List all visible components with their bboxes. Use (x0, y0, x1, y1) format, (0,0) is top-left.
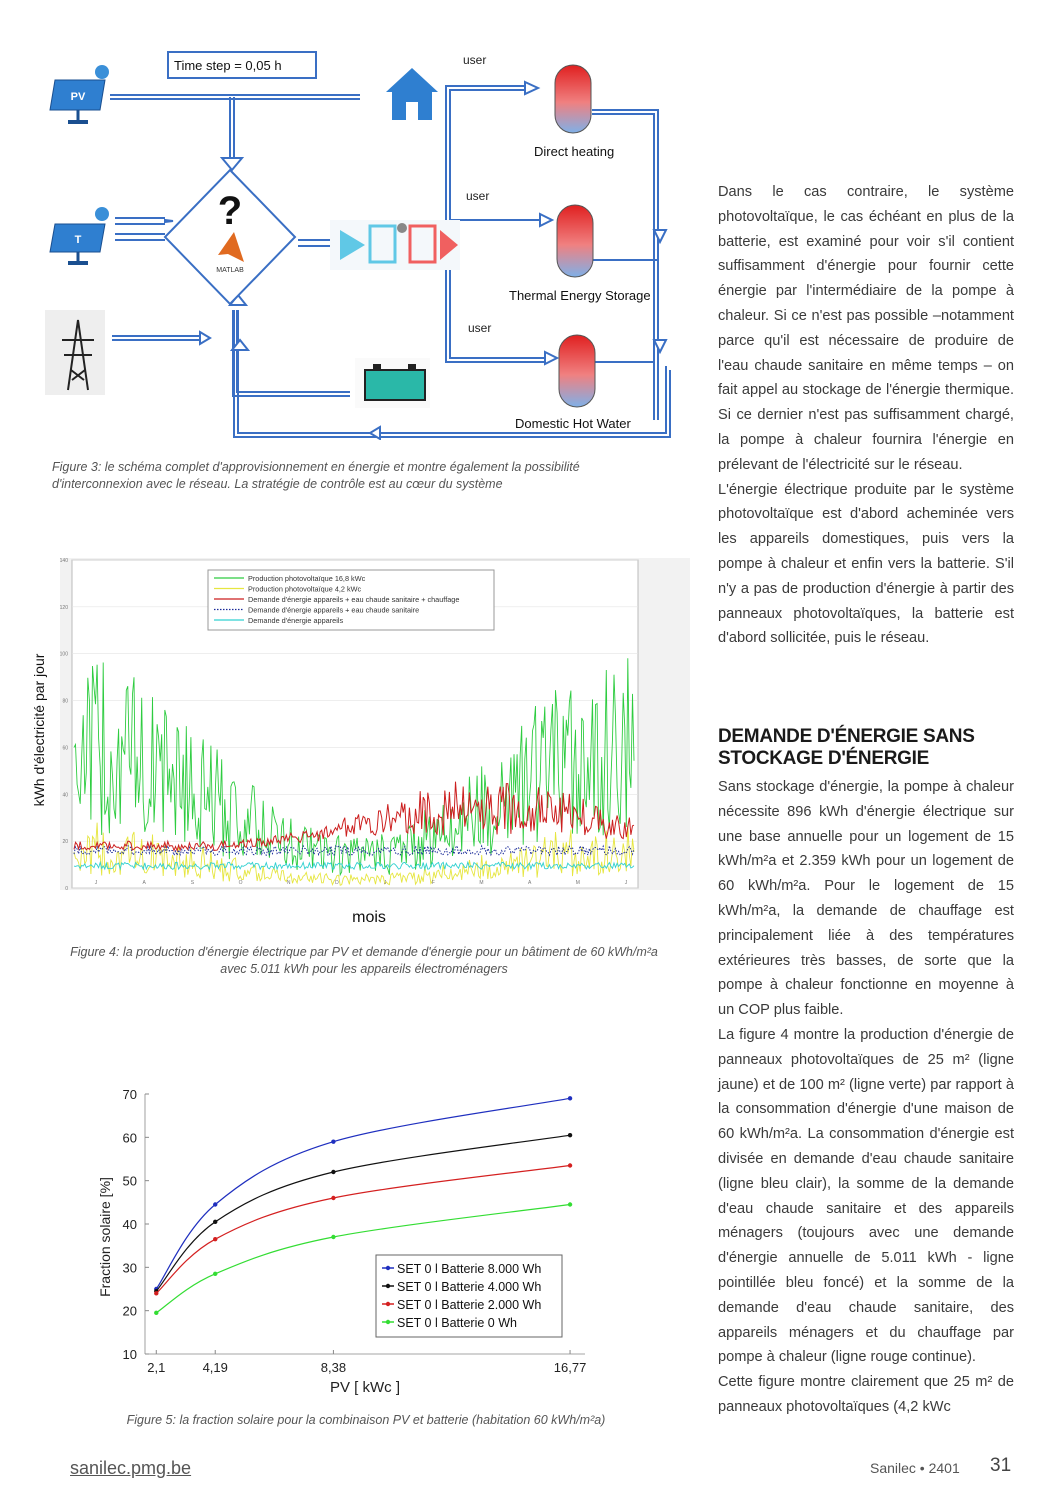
figure5-x-axis-label: PV [ kWc ] (329, 1379, 401, 1396)
data-point (331, 1235, 335, 1239)
hot-water-label: Domestic Hot Water (515, 416, 631, 431)
hot-water-tank-icon (559, 335, 595, 407)
figure5-y-axis-label: Fraction solaire [%] (97, 1177, 113, 1297)
user-label-3: user (468, 321, 492, 335)
data-point (331, 1139, 335, 1143)
data-point (213, 1237, 217, 1241)
thermal-panel-icon (50, 207, 109, 265)
article-paragraph: Sans stockage d'énergie, la pompe à chaleur nécessite 896 kWh d'énergie électrique sur une base annuelle pour un logement de 15 kWh/m²a et 2.359 kWh pour un logement de 60 kWh/m²a. Pour le logement de 15 kWh/m²a, la demande de chauffage est principalement liée à des températures extérieures très basses, de sorte que la pompe à chaleur fonctionne en moyenne à un COP plus faible. (718, 779, 1014, 1019)
y-tick-label: 60 (62, 745, 68, 752)
legend-label: Demande d'énergie appareils (248, 616, 344, 625)
data-point (568, 1096, 572, 1100)
article-column-2 (718, 775, 1014, 1420)
legend-label: Production photovoltaïque 16,8 kWc (248, 574, 366, 583)
data-point (331, 1196, 335, 1200)
data-point (213, 1220, 217, 1224)
y-tick-label: 0 (65, 886, 68, 892)
y-tick-label: 30 (122, 1260, 137, 1276)
article-column-1 (718, 180, 1014, 651)
x-tick-label: M (575, 880, 580, 886)
x-tick-label: 2,1 (147, 1360, 166, 1375)
x-tick-label: 4,19 (202, 1360, 228, 1375)
article-paragraph: Cette figure montre clairement que 25 m² de panneaux photovoltaïques (4,2 kWc (718, 1374, 1014, 1415)
x-tick-label: J (624, 880, 628, 886)
t-label: T (74, 234, 82, 246)
data-point (568, 1133, 572, 1137)
house-icon (386, 68, 438, 120)
x-tick-label: S (190, 880, 195, 886)
battery-icon (355, 358, 430, 408)
x-tick-label: F (431, 880, 435, 886)
y-tick-label: 40 (62, 792, 68, 799)
y-tick-label: 80 (62, 698, 68, 705)
section-heading: DEMANDE D'ÉNERGIE SANS STOCKAGE D'ÉNERGIE (718, 726, 975, 769)
user-label-1: user (463, 53, 487, 67)
question-mark: ? (217, 189, 243, 233)
figure3-caption: Figure 3: le schéma complet d'approvisionnement en énergie et montre également la possibilité d'interconnexion avec le réseau. La stratégie de contrôle est au cœur du système (52, 460, 580, 491)
power-pylon-icon (45, 310, 105, 395)
figure3-diagram (40, 40, 680, 440)
x-tick-label: J (94, 880, 98, 886)
x-tick-label: A (142, 880, 146, 886)
data-point (154, 1291, 158, 1295)
figure5-chart (90, 1080, 610, 1400)
data-point (568, 1202, 572, 1206)
issue-label: Sanilec • 2401 (870, 1460, 960, 1476)
legend-label: Demande d'énergie appareils + eau chaude sanitaire (248, 605, 420, 615)
direct-heating-tank-icon (555, 65, 591, 133)
x-tick-label: N (286, 880, 291, 886)
x-tick-label: 8,38 (320, 1360, 347, 1375)
x-tick-label: 16,77 (553, 1360, 587, 1375)
legend-label: Production photovoltaïque 4,2 kWc (248, 584, 362, 594)
data-point (213, 1202, 217, 1206)
article-paragraph: La figure 4 montre la production d'énergie de panneaux photovoltaïques de 25 m² (ligne jaune) et de 100 m² (ligne verte) par rapport à la consommation d'énergie d'une maison de 60 kWh/m²a. La consommation d'énergie est divisée en demande d'eau chaude sanitaire (ligne bleu clair), la somme de la demande d'eau chaude sanitaire et des appareils ménagers (toujours avec une demande d'énergie annuelle de 5.011 kWh - ligne pointillée bleu foncé) et la somme de la demande d'eau chaude sanitaire, des appareils ménagers et du chauffage par pompe à chaleur (ligne rouge continue). (718, 1026, 1014, 1366)
figure4-x-axis-label: mois (352, 909, 386, 926)
matlab-label: MATLAB (216, 267, 244, 274)
pv-label: PV (70, 91, 86, 103)
x-tick-label: J (383, 880, 387, 886)
legend-label: SET 0 l Batterie 2.000 Wh (397, 1298, 542, 1312)
page-number: 31 (990, 1455, 1012, 1476)
legend-label: SET 0 l Batterie 0 Wh (397, 1316, 517, 1330)
article-paragraph: L'énergie électrique produite par le système photovoltaïque est d'abord acheminée vers les appareils domestiques, puis vers la pompe à chaleur et enfin vers la batterie. S'il n'y a pas de production d'énergie à partir des panneaux photovoltaïques, la batterie est d'abord sollicitée, puis le réseau. (718, 481, 1014, 647)
figure4-chart (30, 552, 690, 932)
data-point (154, 1311, 158, 1315)
data-point (568, 1163, 572, 1167)
direct-heating-label: Direct heating (534, 144, 615, 159)
legend-label: SET 0 l Batterie 8.000 Wh (397, 1262, 542, 1276)
legend-label: Demande d'énergie appareils + eau chaude sanitaire + chauffage (248, 595, 460, 604)
figure4-caption: Figure 4: la production d'énergie électrique par PV et demande d'énergie pour un bâtiment de 60 kWh/m²a avec 5.011 kWh pour les appareils électroménagers (70, 945, 658, 976)
y-tick-label: 140 (59, 558, 68, 564)
y-tick-label: 10 (122, 1347, 137, 1362)
heat-pump-icon (330, 220, 460, 270)
legend-label: SET 0 l Batterie 4.000 Wh (397, 1280, 542, 1294)
article-paragraph: Dans le cas contraire, le système photovoltaïque, le cas échéant en plus de la batterie, est examiné pour voir s'il contient suffisamment d'énergie pour fournir cette énergie par l'intermédiaire de la pompe à chaleur. Si ce n'est pas possible –notamment parce qu'il est nécessaire de produire de l'eau chaude sanitaire en même temps – on fait appel au stockage de l'énergie thermique. Si ce dernier n'est pas suffisamment chargé, la pompe à chaleur fournira l'énergie en prélevant de l'électricité sur le réseau. (718, 184, 1014, 473)
figure4-y-axis-label: kWh d'électricité par jour (31, 653, 47, 807)
thermal-storage-label: Thermal Energy Storage (509, 288, 651, 303)
y-tick-label: 70 (122, 1087, 137, 1102)
y-tick-label: 120 (59, 604, 68, 611)
data-point (213, 1272, 217, 1276)
y-tick-label: 40 (122, 1217, 137, 1232)
thermal-storage-tank-icon (557, 205, 593, 277)
legend-marker (386, 1302, 390, 1306)
x-tick-label: O (238, 880, 243, 886)
y-tick-label: 50 (122, 1173, 137, 1189)
data-point (331, 1170, 335, 1174)
legend-marker (386, 1266, 390, 1270)
user-label-2: user (466, 189, 490, 203)
website-link[interactable]: sanilec.pmg.be (70, 1458, 192, 1478)
legend-marker (386, 1320, 390, 1324)
timestep-label: Time step = 0,05 h (174, 58, 282, 73)
y-tick-label: 20 (62, 839, 68, 846)
figure5-caption: Figure 5: la fraction solaire pour la combinaison PV et batterie (habitation 60 kWh/m²a) (126, 1413, 606, 1427)
pv-panel-icon (50, 65, 109, 124)
y-tick-label: 20 (122, 1303, 137, 1319)
x-tick-label: M (479, 880, 484, 886)
y-tick-label: 100 (59, 651, 68, 658)
y-tick-label: 60 (122, 1130, 137, 1146)
legend-marker (386, 1284, 390, 1288)
x-tick-label: A (527, 880, 532, 886)
x-tick-label: D (335, 880, 339, 886)
